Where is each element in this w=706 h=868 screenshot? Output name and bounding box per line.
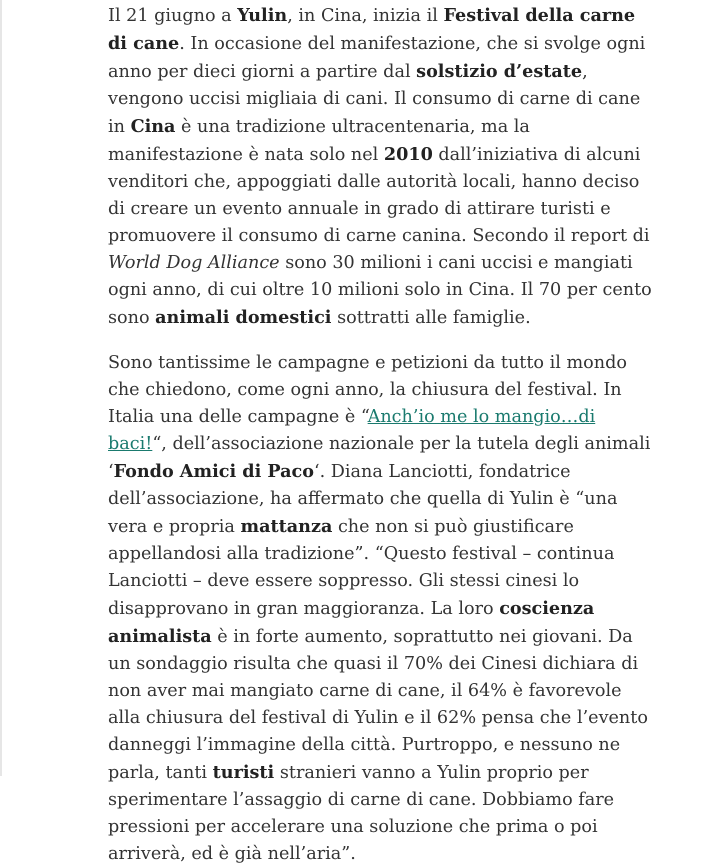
left-border bbox=[0, 0, 2, 776]
campaign-link[interactable]: Anch’io me lo mangio…di baci! bbox=[108, 407, 596, 454]
text-run: stranieri vanno a Yulin proprio per sperimentare l’assaggio di carne di cane. Dobbiamo fare pressioni per accelerare una soluzione che prima o poi arriverà, ed è già nell’aria”. bbox=[108, 763, 615, 864]
bold-text: solstizio d’estate bbox=[416, 61, 583, 82]
paragraph-2 bbox=[108, 350, 654, 868]
text-run: “, dell’associazione nazionale per la tutela degli animali ‘ bbox=[108, 434, 651, 482]
bold-text: coscienza animalista bbox=[108, 598, 595, 647]
text-run: è in forte aumento, soprattutto nei giovani. Da un sondaggio risulta che quasi il 70% dei Cinesi dichiara di non aver mai mangiato carne di cane, il 64% è favorevole alla chiusura del festival di Yulin e il 62% pensa che l’evento danneggi l’immagine della città. Purtroppo, e nessuno ne parla, tanti bbox=[108, 627, 648, 783]
text-run: è una tradizione ultracentenaria, ma la manifestazione è nata solo nel bbox=[108, 117, 530, 165]
bold-text: Festival della carne di cane bbox=[108, 5, 636, 54]
bold-text: mattanza bbox=[240, 516, 333, 537]
text-run: , vengono uccisi migliaia di cani. Il consumo di carne di cane in bbox=[108, 62, 641, 137]
text-run: , in Cina, inizia il bbox=[287, 6, 444, 26]
text-run: Il 21 giugno a bbox=[108, 6, 238, 26]
bold-text: animali domestici bbox=[155, 307, 332, 328]
article-body bbox=[108, 2, 654, 868]
bold-text: Cina bbox=[130, 116, 176, 137]
italic-text: World Dog Alliance bbox=[108, 253, 280, 273]
bold-text: Fondo Amici di Paco bbox=[113, 461, 314, 482]
text-run: Sono tantissime le campagne e petizioni da tutto il mondo che chiedono, come ogni anno, la chiusura del festival. In Italia una delle campagne è “ bbox=[108, 353, 627, 427]
text-run: . In occasione del manifestazione, che si svolge ogni anno per dieci giorni a partire dal bbox=[108, 34, 646, 82]
text-run: dall’iniziativa di alcuni venditori che, appoggiati dalle autorità locali, hanno deciso di creare un evento annuale in grado di attirare turisti e promuovere il consumo di carne canina. Secondo il report di bbox=[108, 145, 650, 246]
bold-text: Yulin bbox=[237, 5, 288, 26]
paragraph-1 bbox=[108, 2, 654, 332]
bold-text: turisti bbox=[212, 762, 275, 783]
bold-text: 2010 bbox=[383, 144, 433, 165]
text-run: sono 30 milioni i cani uccisi e mangiati ogni anno, di cui oltre 10 milioni solo in Cina. Il 70 per cento sono bbox=[108, 253, 652, 328]
text-run: che non si può giustificare appellandosi alla tradizione”. “Questo festival – continua Lanciotti – deve essere soppresso. Gli stessi cinesi lo disapprovano in gran maggioranza. La loro bbox=[108, 517, 615, 619]
text-run: sottratti alle famiglie. bbox=[331, 308, 531, 328]
text-run: ‘. Diana Lanciotti, fondatrice dell’associazione, ha affermato che quella di Yulin è “una vera e propria bbox=[108, 462, 618, 537]
